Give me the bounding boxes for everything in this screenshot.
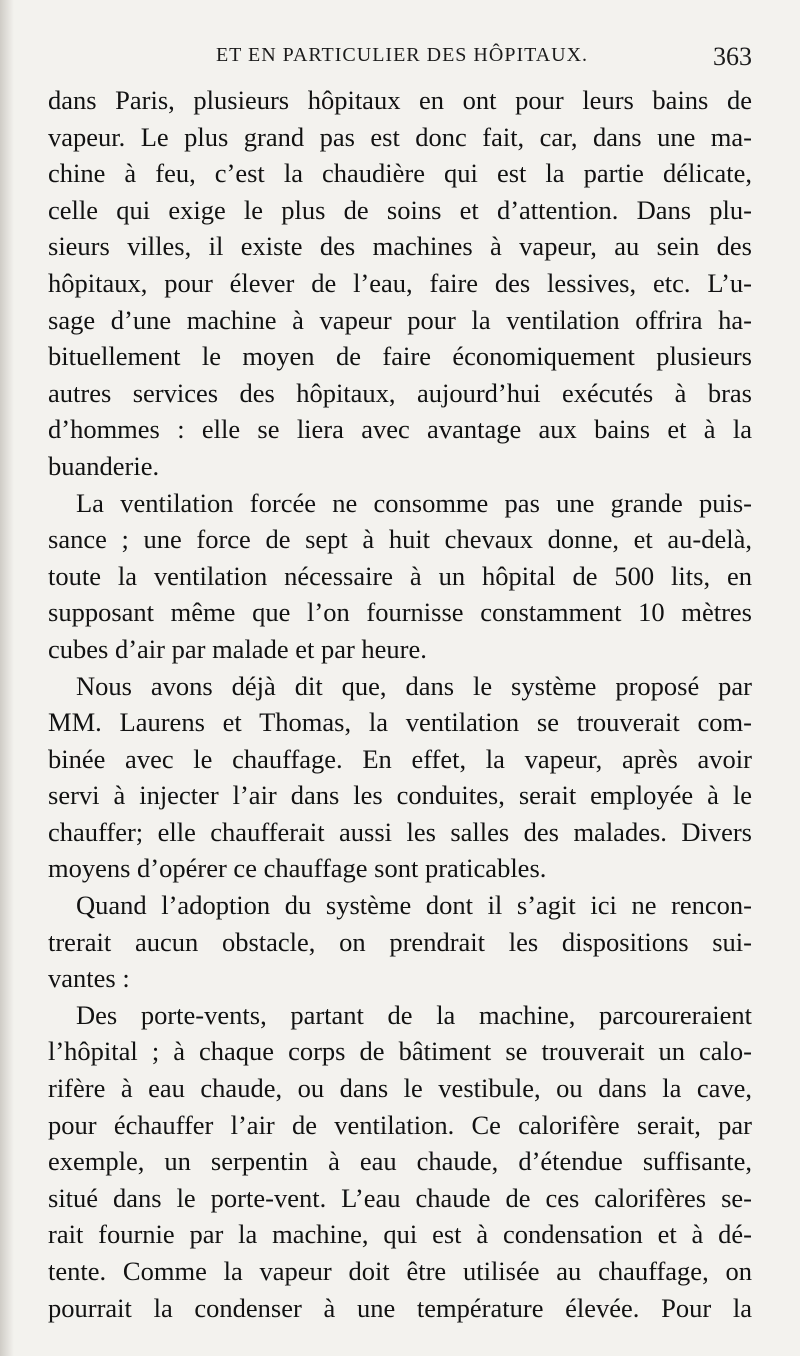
text-line: pourrait la condenser à une température élevée. Pour la [48,1292,752,1323]
text-line: vapeur. Le plus grand pas est donc fait, car, dans une ma- [48,121,752,152]
text-line: rifère à eau chaude, ou dans le vestibule, ou dans la cave, [48,1073,752,1104]
text-line: supposant même que l’on fournisse constamment 10 mètres [48,597,752,628]
text-line: La ventilation forcée ne consomme pas une grande puis- [76,487,752,518]
paragraph [48,887,752,997]
body-text [48,82,752,1326]
paragraph [48,485,752,668]
text-line: toute la ventilation nécessaire à un hôpital de 500 lits, en [48,560,752,591]
paragraph [48,668,752,888]
text-line: trerait aucun obstacle, on prendrait les dispositions sui- [48,926,752,957]
text-line: exemple, un serpentin à eau chaude, d’étendue suffisante, [48,1146,752,1177]
text-line: situé dans le porte-vent. L’eau chaude de ces calorifères se- [48,1182,752,1213]
text-line: sage d’une machine à vapeur pour la ventilation offrira ha- [48,304,752,335]
text-line: dans Paris, plusieurs hôpitaux en ont pour leurs bains de [48,85,752,115]
text-line: buanderie. [48,450,160,481]
text-line: chine à feu, c’est la chaudière qui est la partie délicate, [48,158,752,189]
text-line: rait fournie par la machine, qui est à condensation et à dé- [48,1219,752,1250]
text-line: autres services des hôpitaux, aujourd’hui exécutés à bras [48,377,752,408]
text-line: hôpitaux, pour élever de l’eau, faire des lessives, etc. L’u- [48,267,752,298]
text-line: tente. Comme la vapeur doit être utilisée au chauffage, on [48,1256,752,1286]
text-line: chauffer; elle chaufferait aussi les salles des malades. Divers [48,816,752,847]
page-gutter-shadow [0,0,14,1356]
text-line: Nous avons déjà dit que, dans le système proposé par [76,670,752,701]
page-header [48,44,756,78]
page-number: 363 [713,42,752,71]
text-line: d’hommes : elle se liera avec avantage aux bains et à la [48,414,752,445]
paragraph [48,997,752,1326]
text-line: servi à injecter l’air dans les conduites, serait employée à le [48,780,752,811]
text-line: bituellement le moyen de faire économiquement plusieurs [48,341,752,372]
text-line: MM. Laurens et Thomas, la ventilation se trouverait com- [48,707,752,738]
text-line: Quand l’adoption du système dont il s’agit ici ne rencon- [76,890,752,921]
text-line: pour échauffer l’air de ventilation. Ce calorifère serait, par [48,1109,752,1140]
text-line: cubes d’air par malade et par heure. [48,633,427,664]
text-line: sieurs villes, il existe des machines à vapeur, au sein des [48,231,752,262]
running-head: ET EN PARTICULIER DES HÔPITAUX. [215,44,589,66]
text-line: sance ; une force de sept à huit chevaux donne, et au-delà, [48,524,752,555]
text-line: Des porte-vents, partant de la machine, parcoureraient [76,999,752,1030]
text-line: l’hôpital ; à chaque corps de bâtiment se trouverait un calo- [48,1036,752,1067]
text-line: moyens d’opérer ce chauffage sont praticables. [48,853,547,884]
paragraph [48,82,752,485]
text-line: celle qui exige le plus de soins et d’attention. Dans plu- [48,194,752,225]
text-line: binée avec le chauffage. En effet, la vapeur, après avoir [48,743,752,774]
text-line: vantes : [48,963,130,994]
